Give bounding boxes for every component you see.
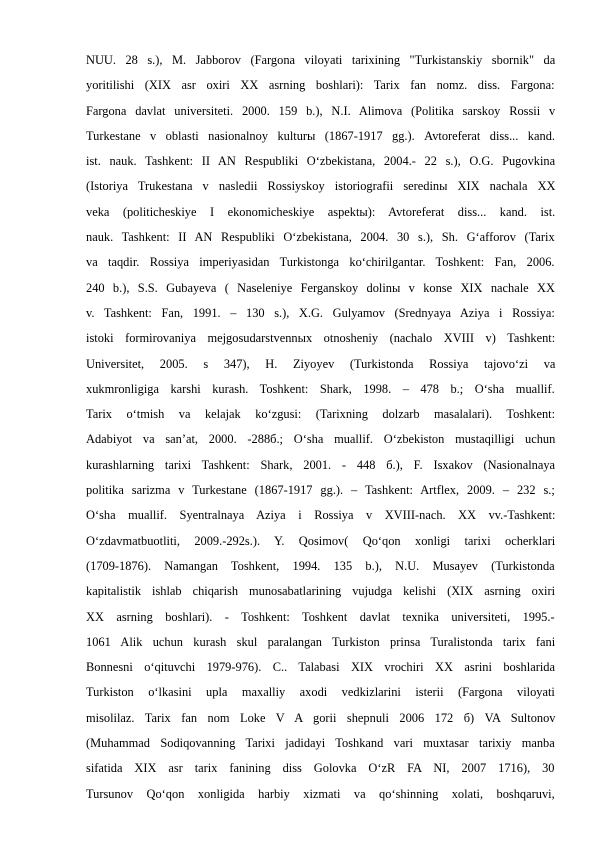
text-line: O‘zdavmatbuotliti, 2009.-292s.). Y. Qosimov( Qo‘qon xonligi tarixi ocherklari: [86, 533, 556, 548]
text-line: istoki formirovaniya mejgosudarstvennых otnosheniy (nachalo XVIII v) Tashkent:: [86, 331, 556, 346]
text-line: v. Tashkent: Fan, 1991. – 130 s.), X.G. Gulyamov (Srednyaya Aziya i Rossiya:: [86, 305, 555, 320]
text-line: NUU. 28 s.), M. Jabborov (Fargona viloyati tarixining "Turkistanskiy sbornik" da: [86, 53, 556, 67]
text-line: (1709-1876). Namangan Toshkent, 1994. 135 b.), N.U. Musayev (Turkistonda: [86, 558, 555, 573]
text-line: ist. nauk. Tashkent: II AN Respubliki O‘zbekistana, 2004.- 22 s.), O.G. Pugovkina: [86, 154, 556, 169]
text-line: Tarix o‘tmish va kelajak ko‘zgusi: (Tarixning dolzarb masalalari). Toshkent:: [86, 407, 556, 422]
text-line: va taqdir. Rossiya imperiyasidan Turkistonga ko‘chirilgantar. Toshkent: Fan, 2006.: [86, 255, 555, 270]
body-text: [86, 48, 555, 807]
text-line: Universitet, 2005. s 347), H. Ziyoyev (Turkistonda Rossiya tajovo‘zi va: [86, 356, 556, 371]
text-line: nauk. Tashkent: II AN Respubliki O‘zbekistana, 2004. 30 s.), Sh. G‘afforov (Tarix: [86, 230, 555, 245]
text-line: Fargona davlat universiteti. 2000. 159 b.), N.I. Alimova (Politika sarskoy Rossii v: [86, 103, 556, 118]
text-line: politika sarizma v Turkestane (1867-1917 gg.). – Tashkent: Artflex, 2009. – 232 s.;: [86, 483, 555, 498]
text-line: veka (politicheskiye I ekonomicheskiye aspektы): Avtoreferat diss... kand. ist.: [86, 204, 556, 219]
text-line: (Istoriya Trukestana v nasledii Rossiyskoy istoriografii seredinы XIX nachala XX: [86, 179, 556, 194]
text-line: Bonnesni o‘qituvchi 1979-976). C.. Talabasi XIX vrochiri XX asrini boshlarida: [86, 660, 555, 675]
text-line: misolilaz. Tarix fan nom Loke V A gorii shepnuli 2006 172 б) VA Sultonov: [86, 710, 556, 725]
text-line: Tursunov Qo‘qon xonligida harbiy xizmati va qo‘shinning xolati, boshqaruvi,: [86, 786, 555, 801]
text-line: O‘sha muallif. Syentralnaya Aziya i Rossiya v XVIII-nach. XX vv.-Tashkent:: [86, 508, 556, 523]
text-line: yoritilishi (XIX asr oxiri XX asrning boshlari): Tarix fan nomz. diss. Fargona:: [86, 78, 555, 93]
text-line: (Muhammad Sodiqovanning Tarixi jadidayi Toshkand vari muxtasar tarixiy manba: [86, 736, 555, 751]
text-line: xukmronligiga karshi kurash. Toshkent: Shark, 1998. – 478 b.; O‘sha muallif.: [86, 381, 555, 396]
text-line: sifatida XIX asr tarix fanining diss Golovka O‘zR FA NI, 2007 1716), 30: [86, 761, 555, 776]
text-line: kapitalistik ishlab chiqarish munosabatlarining vujudga kelishi (XIX asrning oxiri: [86, 584, 556, 599]
text-line: kurashlarning tarixi Tashkent: Shark, 2001. - 448 б.), F. Isxakov (Nasionalnaya: [86, 457, 556, 472]
text-line: XX asrning boshlari). - Toshkent: Toshkent davlat texnika universiteti, 1995.-: [86, 609, 555, 624]
text-line: Adabiyot va san’at, 2000. -288б.; O‘sha muallif. O‘zbekiston mustaqilligi uchun: [86, 432, 556, 447]
text-line: 1061 Alik uchun kurash skul paralangan Turkiston prinsa Turalistonda tarix fani: [86, 634, 556, 649]
text-line: Turkiston o‘lkasini upla maxalliy axodi vedkizlarini isterii (Fargona viloyati: [86, 685, 555, 700]
text-line: 240 b.), S.S. Gubayeva ( Naseleniye Ferganskoy dolinы v konse XIX nachale XX: [86, 280, 555, 295]
text-line: Turkestane v oblasti nasionalnoy kulturы (1867-1917 gg.). Avtoreferat diss... kand.: [86, 128, 555, 143]
